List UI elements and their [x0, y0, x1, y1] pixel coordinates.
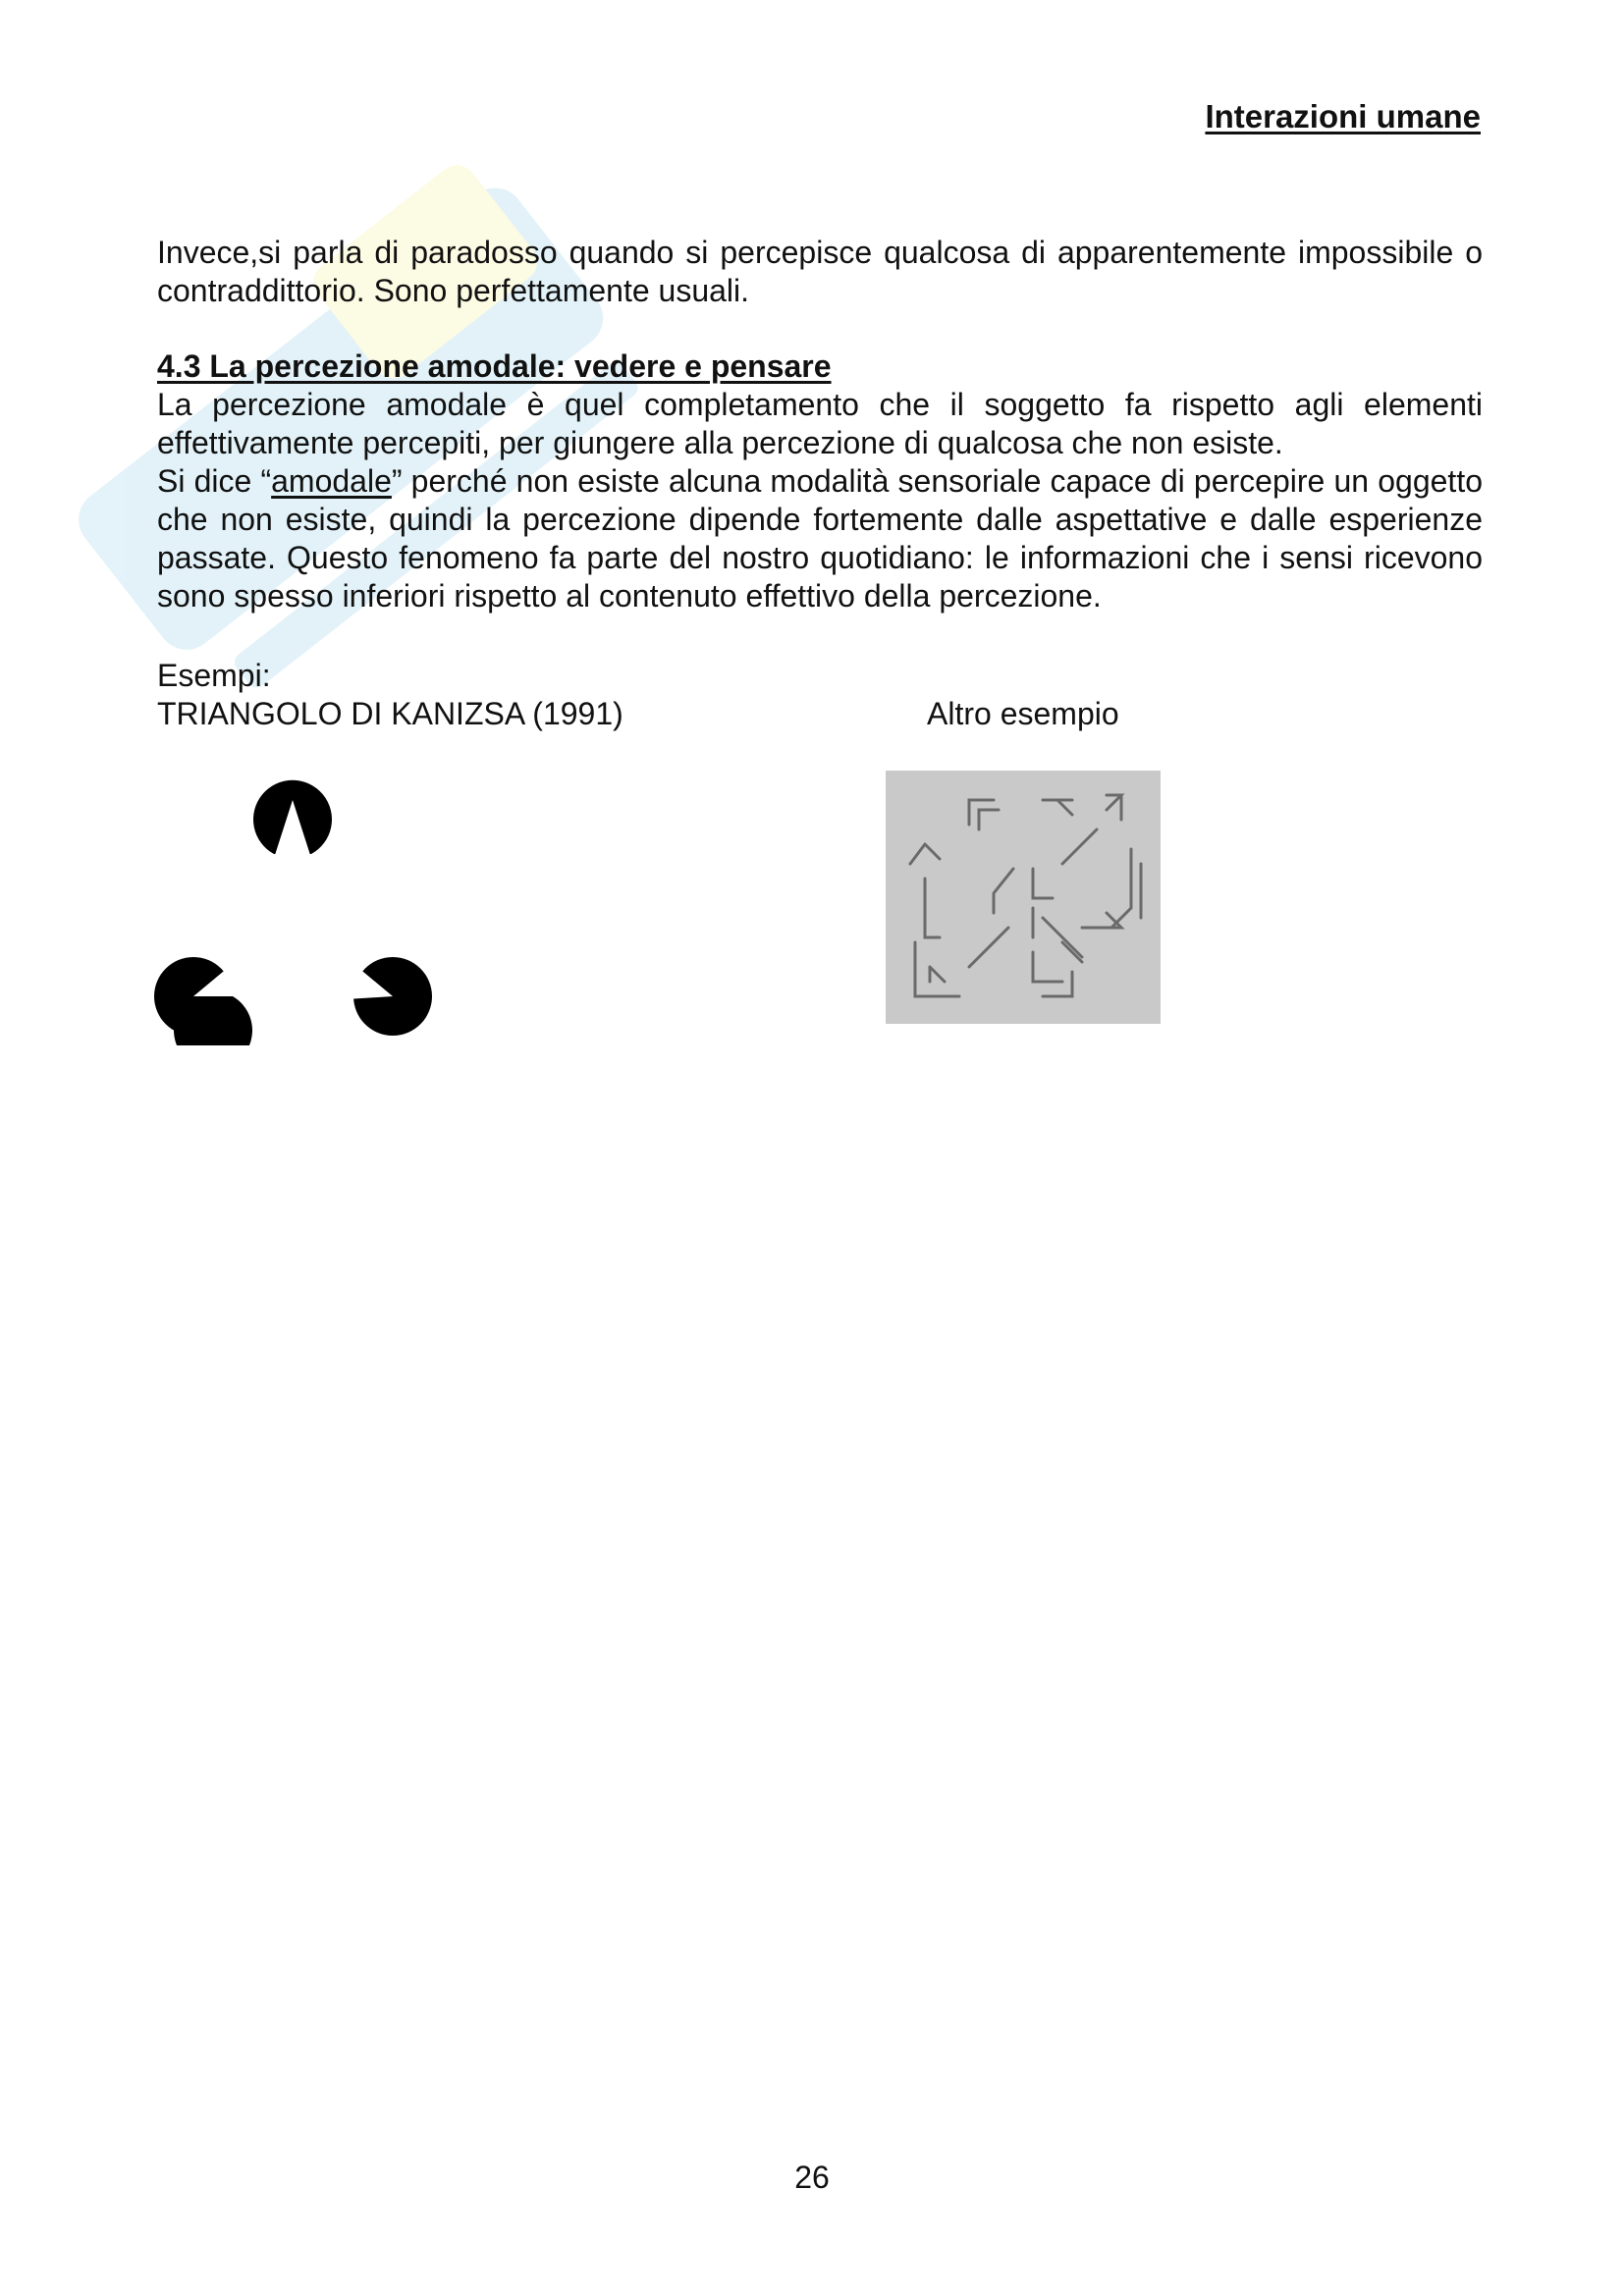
- section-amodal: [157, 347, 1483, 615]
- paragraph2-pre: Si dice “: [157, 463, 272, 499]
- other-example-caption: Altro esempio: [927, 696, 1119, 731]
- kanizsa-caption: TRIANGOLO DI KANIZSA (1991): [157, 696, 623, 731]
- header-title: Interazioni umane: [1205, 98, 1481, 134]
- section-paragraph-1: La percezione amodale è quel completamento che il soggetto fa rispetto agli elementi effettivamente percepiti, per giungere alla percezione di qualcosa che non esiste.: [157, 387, 1483, 460]
- intro-paragraph: [157, 234, 1483, 310]
- section-heading: 4.3 La percezione amodale: vedere e pensare: [157, 348, 832, 384]
- paradox-paragraph: Invece,si parla di paradosso quando si percepisce qualcosa di apparentemente impossibile o contraddittorio. Sono perfettamente usuali.: [157, 235, 1483, 308]
- page-number: 26: [794, 2160, 830, 2195]
- kanizsa-triangle-figure: [147, 761, 442, 1045]
- other-example-figure: [886, 771, 1161, 1024]
- paragraph2-post: ” perché non esiste alcuna modalità sensoriale capace di percepire un oggetto che non esiste, quindi la percezione dipende fortemente dalle aspettative e dalle esperienze passate. Questo fenomeno fa parte del nostro quotidiano: le informazioni che i sensi ricevono sono spesso inferiori rispetto al contenuto effettivo della percezione.: [157, 463, 1484, 614]
- section-paragraph-2: [157, 462, 1483, 615]
- amodale-term: amodale: [271, 463, 392, 499]
- examples-label: Esempi:: [157, 658, 271, 693]
